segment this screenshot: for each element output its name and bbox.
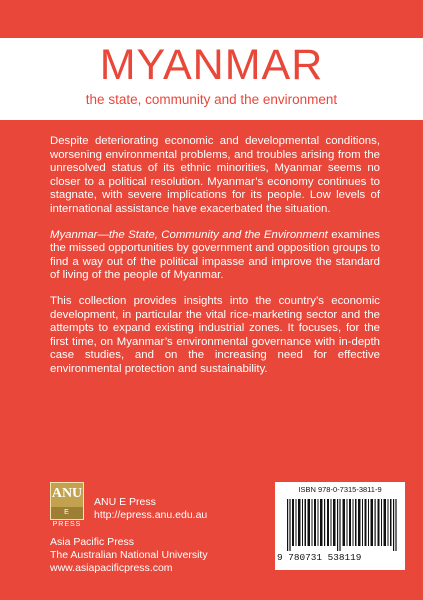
blurb [50,135,380,389]
barcode-icon [287,499,397,551]
barcode-panel [275,482,405,570]
top-red-band [0,0,423,38]
book-subtitle: the state, community and the environment [85,92,338,107]
barcode-digits: 9 780731 538119 [277,552,362,563]
blurb-paragraph-2 [50,229,380,283]
book-title: MYANMAR [99,41,324,89]
asia-pacific-press-url[interactable]: www.asiapacificpress.com [50,562,173,574]
publisher-block [50,482,280,528]
publisher-url[interactable]: http://epress.anu.edu.au [94,509,208,521]
logo-main-text: ANU [51,486,83,501]
asia-pacific-press-name: Asia Pacific Press [50,536,135,548]
blurb-paragraph-1: Despite deteriorating economic and developmental conditions, worsening environmental problems, and troubles arising from the unresolved status of its ethnic minorities, Myanmar seems no closer to a political resolution. Myanmar’s economy continues to stagnate, with severe implications for its people. Low levels of international assistance have exacerbated the situation. [50,135,380,215]
logo-sub-text: E PRESS [52,509,82,528]
book-title-italic: Myanmar—the State, Community and the Environment [50,228,328,241]
blurb-paragraph-3: This collection provides insights into the country’s economic development, in particular the vital rice-marketing sector and the attempts to expand existing industrial zones. It focuses, for the first time, on Myanmar’s environmental governance with in-depth case studies, and on the increasing need for effective environmental protection and sustainability. [50,294,380,375]
asia-pacific-press-block [50,536,280,575]
blurb-paragraph-2-text: examines the missed opportunities by government and opposition groups to find a way out of the political impasse and improve the standard of living of the people of Myanmar. [50,228,380,282]
anu-epress-logo [50,482,84,528]
university-name: The Australian National University [50,549,208,561]
publisher-name: ANU E Press [94,496,156,508]
isbn-number: ISBN 978-0-7315-3811-9 [298,485,382,494]
